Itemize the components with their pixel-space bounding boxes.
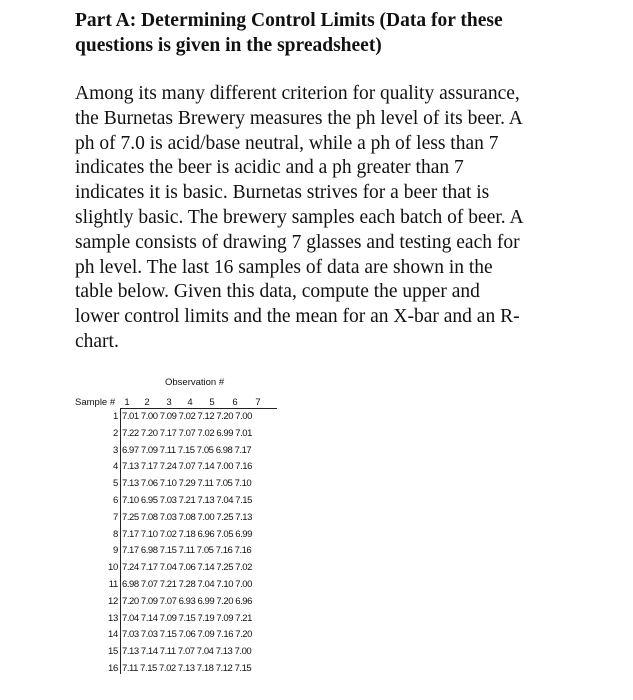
paragraph-line: ph of 7.0 is acid/base neutral, while a ph of less than 7 bbox=[75, 132, 499, 154]
title-line-2: questions is given in the spreadsheet) bbox=[75, 35, 382, 56]
observation-values: 7.20 7.09 7.07 6.93 6.99 7.20 6.96 bbox=[122, 595, 252, 607]
observation-column-header: 1 bbox=[124, 397, 130, 408]
paragraph-line: ph level. The last 16 samples of data are shown in the bbox=[75, 256, 493, 278]
paragraph-line: the Burnetas Brewery measures the ph level of its beer. A bbox=[75, 107, 523, 129]
table-row bbox=[0, 663, 300, 679]
sample-number: 8 bbox=[113, 528, 118, 540]
table-row bbox=[0, 579, 300, 595]
table-row bbox=[0, 495, 300, 511]
observation-values: 7.13 7.14 7.11 7.07 7.04 7.13 7.00 bbox=[122, 646, 252, 658]
paragraph-line: indicates it is basic. Burnetas strives for a beer that is bbox=[75, 182, 490, 204]
sample-number: 13 bbox=[108, 612, 118, 624]
table-row bbox=[0, 445, 300, 461]
observation-column-header: 5 bbox=[209, 397, 215, 408]
sample-number: 3 bbox=[113, 444, 118, 456]
table-row bbox=[0, 562, 300, 578]
paragraph-line: chart. bbox=[75, 330, 119, 352]
table-row bbox=[0, 545, 300, 561]
paragraph-line: Among its many different criterion for quality assurance, bbox=[75, 83, 520, 104]
observation-values: 7.03 7.03 7.15 7.06 7.09 7.16 7.20 bbox=[122, 629, 252, 641]
paragraph-line: lower control limits and the mean for an X-bar and an R- bbox=[75, 306, 520, 328]
observation-column-header: 7 bbox=[255, 397, 261, 408]
observation-column-header: 4 bbox=[187, 397, 193, 408]
observation-values: 7.13 7.17 7.24 7.07 7.14 7.00 7.16 bbox=[122, 461, 252, 473]
observation-values: 7.24 7.17 7.04 7.06 7.14 7.25 7.02 bbox=[122, 562, 252, 574]
observation-header: Observation # bbox=[165, 377, 225, 388]
observation-values: 7.25 7.08 7.03 7.08 7.00 7.25 7.13 bbox=[122, 511, 252, 523]
sample-number: 1 bbox=[113, 411, 118, 422]
observation-column-header: 3 bbox=[166, 397, 172, 408]
table-row bbox=[0, 461, 300, 477]
sample-header: Sample # bbox=[75, 397, 116, 408]
title-line-1: Part A: Determining Control Limits (Data for these bbox=[75, 10, 503, 31]
sample-number: 7 bbox=[113, 511, 118, 523]
sample-number: 2 bbox=[113, 427, 118, 439]
observation-values: 6.97 7.09 7.11 7.15 7.05 6.98 7.17 bbox=[122, 444, 252, 456]
observation-values: 6.98 7.07 7.21 7.28 7.04 7.10 7.00 bbox=[122, 579, 252, 590]
table-row bbox=[0, 646, 300, 662]
sample-number: 15 bbox=[108, 646, 118, 658]
observation-values: 7.17 6.98 7.15 7.11 7.05 7.16 7.16 bbox=[122, 545, 252, 557]
observation-column-header: 2 bbox=[144, 397, 150, 408]
table-row bbox=[0, 613, 300, 629]
table-row bbox=[0, 596, 300, 612]
observation-values: 7.10 6.95 7.03 7.21 7.13 7.04 7.15 bbox=[122, 495, 252, 506]
table-row bbox=[0, 629, 300, 645]
sample-number: 5 bbox=[113, 478, 118, 490]
paragraph-line: slightly basic. The brewery samples each batch of beer. A bbox=[75, 206, 524, 228]
observation-values: 7.13 7.06 7.10 7.29 7.11 7.05 7.10 bbox=[122, 478, 252, 490]
table-row bbox=[0, 512, 300, 528]
table-row bbox=[0, 411, 300, 427]
observation-values: 7.17 7.10 7.02 7.18 6.96 7.05 6.99 bbox=[122, 528, 252, 540]
table-row bbox=[0, 428, 300, 444]
sample-number: 11 bbox=[108, 579, 118, 590]
paragraph-line: indicates the beer is acidic and a ph greater than 7 bbox=[75, 157, 464, 179]
sample-number: 14 bbox=[108, 629, 118, 641]
sample-number: 16 bbox=[108, 663, 118, 674]
sample-number: 6 bbox=[113, 495, 118, 506]
table-row bbox=[0, 529, 300, 545]
paragraph-line: sample consists of drawing 7 glasses and testing each for bbox=[75, 231, 520, 253]
sample-number: 12 bbox=[108, 595, 118, 607]
observation-column-header: 6 bbox=[232, 397, 238, 408]
observation-values: 7.04 7.14 7.09 7.15 7.19 7.09 7.21 bbox=[122, 612, 252, 624]
observation-values: 7.11 7.15 7.02 7.13 7.18 7.12 7.15 bbox=[122, 663, 252, 674]
sample-number: 9 bbox=[113, 545, 118, 557]
header-divider bbox=[120, 408, 277, 409]
observation-values: 7.01 7.00 7.09 7.02 7.12 7.20 7.00 bbox=[122, 411, 252, 422]
paragraph-line: table below. Given this data, compute the upper and bbox=[75, 281, 480, 303]
observation-values: 7.22 7.20 7.17 7.07 7.02 6.99 7.01 bbox=[122, 427, 252, 439]
sample-number: 4 bbox=[113, 461, 118, 473]
sample-number: 10 bbox=[108, 562, 118, 574]
table-row bbox=[0, 478, 300, 494]
